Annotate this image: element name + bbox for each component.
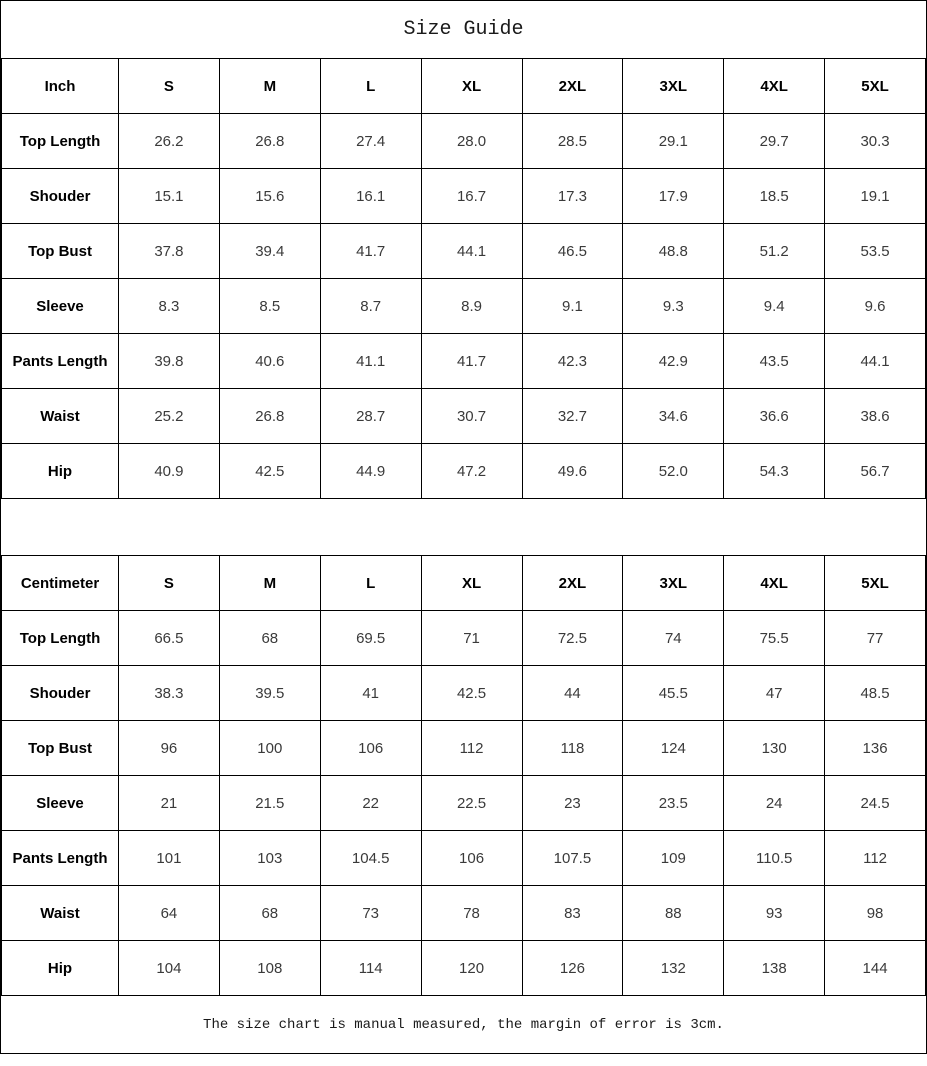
unit-label: Inch — [2, 59, 119, 114]
measurement-label: Pants Length — [2, 831, 119, 886]
table-row — [2, 776, 926, 831]
value-cell: 44.9 — [320, 444, 421, 499]
table-row — [2, 389, 926, 444]
value-cell: 28.7 — [320, 389, 421, 444]
size-header: XL — [421, 556, 522, 611]
value-cell: 22.5 — [421, 776, 522, 831]
value-cell: 46.5 — [522, 224, 623, 279]
value-cell: 83 — [522, 886, 623, 941]
value-cell: 132 — [623, 941, 724, 996]
value-cell: 39.5 — [219, 666, 320, 721]
size-header: 4XL — [724, 556, 825, 611]
value-cell: 103 — [219, 831, 320, 886]
table-row — [2, 721, 926, 776]
value-cell: 75.5 — [724, 611, 825, 666]
value-cell: 77 — [825, 611, 926, 666]
value-cell: 42.5 — [421, 666, 522, 721]
value-cell: 9.4 — [724, 279, 825, 334]
value-cell: 104.5 — [320, 831, 421, 886]
measurement-label: Top Bust — [2, 224, 119, 279]
value-cell: 32.7 — [522, 389, 623, 444]
value-cell: 88 — [623, 886, 724, 941]
value-cell: 34.6 — [623, 389, 724, 444]
value-cell: 42.5 — [219, 444, 320, 499]
value-cell: 109 — [623, 831, 724, 886]
value-cell: 28.0 — [421, 114, 522, 169]
page-title: Size Guide — [2, 1, 926, 59]
value-cell: 17.9 — [623, 169, 724, 224]
value-cell: 8.3 — [119, 279, 220, 334]
value-cell: 126 — [522, 941, 623, 996]
table-row — [2, 831, 926, 886]
value-cell: 124 — [623, 721, 724, 776]
value-cell: 39.8 — [119, 334, 220, 389]
size-header-row — [2, 556, 926, 611]
value-cell: 27.4 — [320, 114, 421, 169]
measurement-label: Hip — [2, 941, 119, 996]
size-header: L — [320, 556, 421, 611]
value-cell: 48.5 — [825, 666, 926, 721]
size-header: 5XL — [825, 556, 926, 611]
value-cell: 26.8 — [219, 114, 320, 169]
value-cell: 25.2 — [119, 389, 220, 444]
footer-section — [2, 996, 926, 1054]
value-cell: 47 — [724, 666, 825, 721]
value-cell: 47.2 — [421, 444, 522, 499]
size-header: XL — [421, 59, 522, 114]
measurement-label: Waist — [2, 389, 119, 444]
value-cell: 93 — [724, 886, 825, 941]
value-cell: 42.9 — [623, 334, 724, 389]
table-row — [2, 169, 926, 224]
value-cell: 114 — [320, 941, 421, 996]
size-header: L — [320, 59, 421, 114]
value-cell: 44.1 — [421, 224, 522, 279]
value-cell: 41 — [320, 666, 421, 721]
value-cell: 9.6 — [825, 279, 926, 334]
size-header: 4XL — [724, 59, 825, 114]
value-cell: 9.3 — [623, 279, 724, 334]
value-cell: 17.3 — [522, 169, 623, 224]
value-cell: 24.5 — [825, 776, 926, 831]
value-cell: 8.9 — [421, 279, 522, 334]
value-cell: 23 — [522, 776, 623, 831]
table-spacer-row — [2, 499, 926, 556]
value-cell: 9.1 — [522, 279, 623, 334]
value-cell: 69.5 — [320, 611, 421, 666]
value-cell: 110.5 — [724, 831, 825, 886]
value-cell: 112 — [421, 721, 522, 776]
value-cell: 68 — [219, 611, 320, 666]
spacer-cell — [2, 499, 926, 556]
value-cell: 68 — [219, 886, 320, 941]
value-cell: 104 — [119, 941, 220, 996]
value-cell: 54.3 — [724, 444, 825, 499]
value-cell: 41.7 — [320, 224, 421, 279]
value-cell: 30.7 — [421, 389, 522, 444]
value-cell: 72.5 — [522, 611, 623, 666]
size-header: S — [119, 556, 220, 611]
value-cell: 101 — [119, 831, 220, 886]
value-cell: 130 — [724, 721, 825, 776]
value-cell: 52.0 — [623, 444, 724, 499]
value-cell: 106 — [320, 721, 421, 776]
value-cell: 44 — [522, 666, 623, 721]
measurement-label: Hip — [2, 444, 119, 499]
value-cell: 8.5 — [219, 279, 320, 334]
value-cell: 120 — [421, 941, 522, 996]
spacer-section — [2, 499, 926, 556]
size-guide-table — [1, 1, 926, 1053]
value-cell: 48.8 — [623, 224, 724, 279]
centimeter-table-section — [2, 556, 926, 996]
value-cell: 74 — [623, 611, 724, 666]
value-cell: 108 — [219, 941, 320, 996]
value-cell: 26.2 — [119, 114, 220, 169]
value-cell: 96 — [119, 721, 220, 776]
value-cell: 15.6 — [219, 169, 320, 224]
value-cell: 40.9 — [119, 444, 220, 499]
value-cell: 41.7 — [421, 334, 522, 389]
value-cell: 19.1 — [825, 169, 926, 224]
value-cell: 118 — [522, 721, 623, 776]
measurement-label: Sleeve — [2, 279, 119, 334]
value-cell: 44.1 — [825, 334, 926, 389]
size-header: 2XL — [522, 59, 623, 114]
value-cell: 39.4 — [219, 224, 320, 279]
table-row — [2, 114, 926, 169]
table-row — [2, 941, 926, 996]
value-cell: 51.2 — [724, 224, 825, 279]
value-cell: 26.8 — [219, 389, 320, 444]
value-cell: 53.5 — [825, 224, 926, 279]
unit-label: Centimeter — [2, 556, 119, 611]
value-cell: 37.8 — [119, 224, 220, 279]
measurement-label: Shouder — [2, 169, 119, 224]
value-cell: 138 — [724, 941, 825, 996]
footer-row — [2, 996, 926, 1054]
value-cell: 78 — [421, 886, 522, 941]
measurement-label: Pants Length — [2, 334, 119, 389]
table-row — [2, 666, 926, 721]
size-header: 5XL — [825, 59, 926, 114]
value-cell: 29.7 — [724, 114, 825, 169]
value-cell: 23.5 — [623, 776, 724, 831]
measurement-label: Waist — [2, 886, 119, 941]
value-cell: 16.1 — [320, 169, 421, 224]
value-cell: 29.1 — [623, 114, 724, 169]
table-row — [2, 444, 926, 499]
value-cell: 45.5 — [623, 666, 724, 721]
value-cell: 42.3 — [522, 334, 623, 389]
value-cell: 71 — [421, 611, 522, 666]
value-cell: 144 — [825, 941, 926, 996]
value-cell: 36.6 — [724, 389, 825, 444]
value-cell: 16.7 — [421, 169, 522, 224]
value-cell: 18.5 — [724, 169, 825, 224]
value-cell: 8.7 — [320, 279, 421, 334]
size-header-row — [2, 59, 926, 114]
value-cell: 30.3 — [825, 114, 926, 169]
table-row — [2, 334, 926, 389]
value-cell: 100 — [219, 721, 320, 776]
value-cell: 43.5 — [724, 334, 825, 389]
value-cell: 56.7 — [825, 444, 926, 499]
value-cell: 106 — [421, 831, 522, 886]
value-cell: 21.5 — [219, 776, 320, 831]
inch-table-section — [2, 59, 926, 499]
value-cell: 49.6 — [522, 444, 623, 499]
value-cell: 21 — [119, 776, 220, 831]
value-cell: 22 — [320, 776, 421, 831]
table-row — [2, 279, 926, 334]
value-cell: 136 — [825, 721, 926, 776]
size-header: M — [219, 556, 320, 611]
size-header: M — [219, 59, 320, 114]
measurement-label: Top Length — [2, 114, 119, 169]
value-cell: 64 — [119, 886, 220, 941]
measurement-label: Top Bust — [2, 721, 119, 776]
size-header: 2XL — [522, 556, 623, 611]
value-cell: 28.5 — [522, 114, 623, 169]
value-cell: 112 — [825, 831, 926, 886]
title-row — [2, 1, 926, 59]
value-cell: 38.6 — [825, 389, 926, 444]
measurement-label: Top Length — [2, 611, 119, 666]
value-cell: 66.5 — [119, 611, 220, 666]
table-row — [2, 224, 926, 279]
value-cell: 24 — [724, 776, 825, 831]
value-cell: 40.6 — [219, 334, 320, 389]
measurement-label: Shouder — [2, 666, 119, 721]
value-cell: 73 — [320, 886, 421, 941]
measurement-label: Sleeve — [2, 776, 119, 831]
value-cell: 107.5 — [522, 831, 623, 886]
size-header: 3XL — [623, 556, 724, 611]
size-header: 3XL — [623, 59, 724, 114]
title-section — [2, 1, 926, 59]
value-cell: 38.3 — [119, 666, 220, 721]
value-cell: 98 — [825, 886, 926, 941]
footer-note: The size chart is manual measured, the margin of error is 3cm. — [2, 996, 926, 1054]
value-cell: 41.1 — [320, 334, 421, 389]
value-cell: 15.1 — [119, 169, 220, 224]
size-header: S — [119, 59, 220, 114]
table-row — [2, 611, 926, 666]
table-row — [2, 886, 926, 941]
